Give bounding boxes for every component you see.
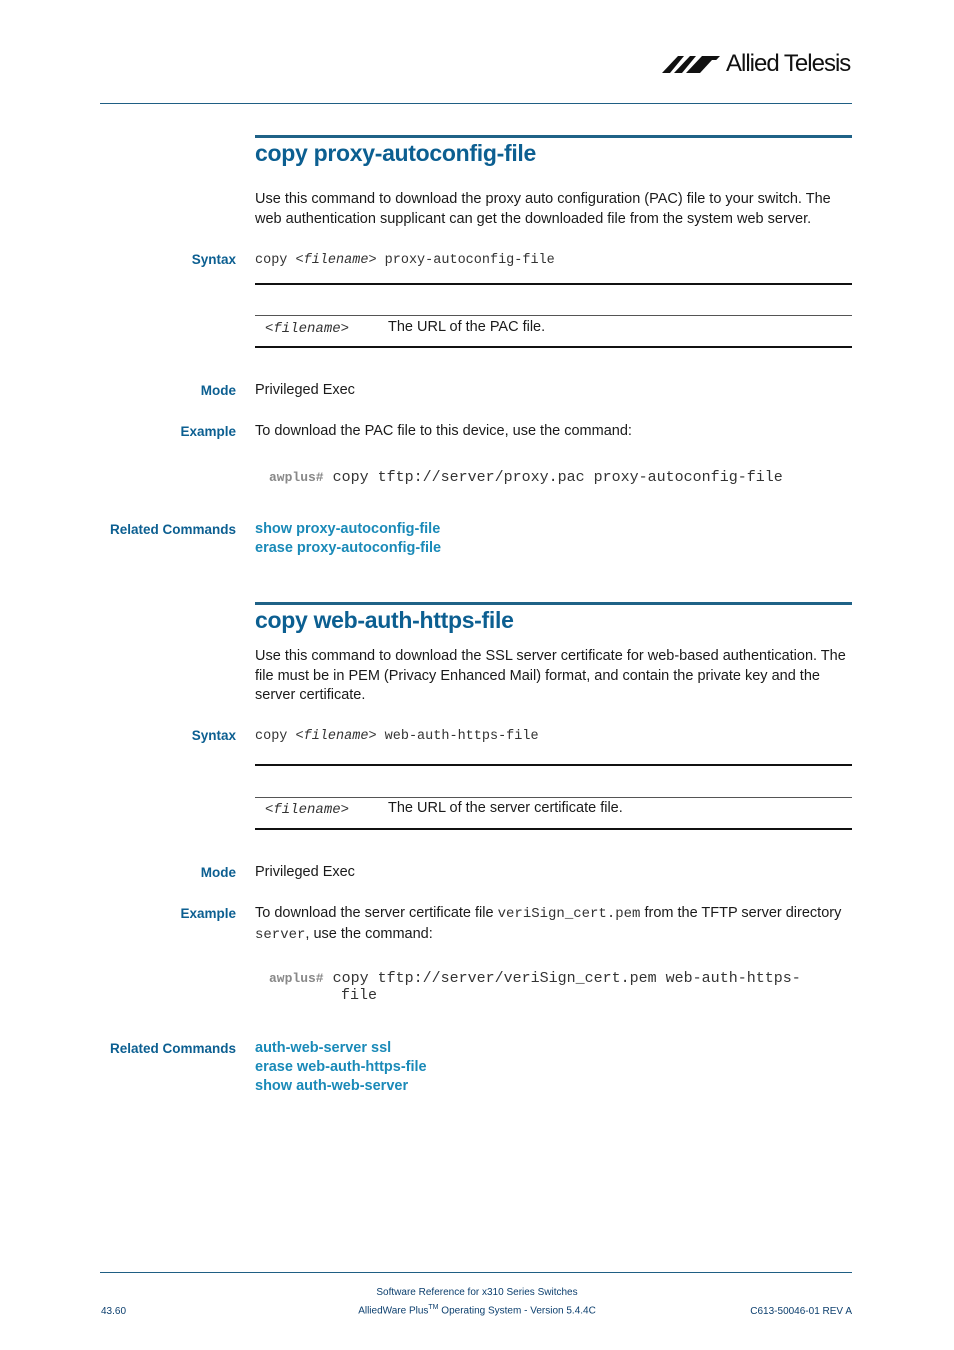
section-title: copy proxy-autoconfig-file [255, 140, 536, 166]
param-text: filename [273, 802, 341, 818]
example-mid: from the TFTP server directory [644, 905, 842, 921]
cli-command: copy tftp://server/proxy.pac proxy-autoconfig-file [332, 469, 783, 486]
example-command [269, 970, 801, 987]
syntax-label: Syntax [191, 252, 236, 267]
syntax-label: Syntax [191, 728, 236, 743]
section-title: copy web-auth-https-file [255, 607, 514, 633]
example-label: Example [180, 906, 236, 921]
param-open: < [265, 802, 274, 818]
example-text [255, 904, 855, 945]
parameter-name [265, 321, 349, 337]
param-close: > [340, 321, 350, 337]
syntax-command: copy [255, 253, 288, 268]
syntax-open: < [295, 729, 304, 744]
mode-value: Privileged Exec [255, 864, 355, 880]
related-link[interactable]: erase web-auth-https-file [255, 1059, 427, 1075]
table-rule [255, 283, 852, 285]
page-number: 43.60 [101, 1306, 127, 1317]
related-link[interactable]: show proxy-autoconfig-file [255, 521, 441, 537]
syntax-open: < [295, 253, 304, 268]
parameter-description: The URL of the PAC file. [388, 319, 546, 335]
header-rule [100, 103, 852, 104]
related-link[interactable]: show auth-web-server [255, 1078, 409, 1094]
table-rule [255, 346, 852, 348]
section-rule [255, 602, 852, 605]
footer-trademark: TM [428, 1304, 439, 1311]
mode-value: Privileged Exec [255, 382, 355, 398]
cli-command-line2: file [341, 987, 378, 1004]
example-post: , use the command: [305, 925, 433, 942]
table-rule [255, 315, 852, 316]
example-text: To download the PAC file to this device, use the command: [255, 423, 632, 439]
syntax-command: copy [255, 729, 288, 744]
table-rule [255, 828, 852, 830]
allied-telesis-logo [660, 50, 855, 80]
brand-name: Allied Telesis [726, 50, 851, 77]
footer-os: Operating System - Version 5.4.4C [438, 1305, 596, 1317]
syntax-rest: web-auth-https-file [384, 729, 539, 744]
cli-prompt: awplus# [269, 470, 324, 485]
cli-command-line1: copy tftp://server/veriSign_cert.pem web-auth-https- [332, 970, 801, 987]
footer-version [300, 1304, 654, 1316]
footer-product: AlliedWare Plus [358, 1305, 429, 1317]
related-link[interactable]: auth-web-server ssl [255, 1040, 392, 1056]
related-link[interactable]: erase proxy-autoconfig-file [255, 540, 442, 556]
footer-title: Software Reference for x310 Series Switches [376, 1287, 578, 1298]
section-description: Use this command to download the SSL server certificate for web-based authentication. The file must be in PEM (Privacy Enhanced Mail) format, and contain the private key and the server certificate. [255, 648, 846, 703]
cli-prompt: awplus# [269, 971, 324, 986]
syntax-line [255, 729, 539, 744]
syntax-param: filename [303, 729, 369, 744]
footer-rule [100, 1272, 852, 1273]
section-description: Use this command to download the proxy auto configuration (PAC) file to your switch. The web authentication supplicant can get the downloaded file from the system web server. [255, 191, 831, 227]
syntax-close: > [368, 729, 377, 744]
example-file: veriSign_cert.pem [497, 906, 641, 922]
document-id: C613-50046-01 REV A [750, 1306, 852, 1317]
syntax-close: > [368, 253, 377, 268]
related-commands-label: Related Commands [109, 1041, 236, 1056]
parameter-name [265, 802, 349, 818]
param-text: filename [273, 321, 341, 337]
mode-label: Mode [200, 383, 236, 398]
example-command [269, 469, 783, 486]
param-open: < [265, 321, 274, 337]
allied-telesis-logo-icon [660, 50, 726, 80]
table-rule [255, 797, 852, 798]
syntax-param: filename [303, 253, 369, 268]
mode-label: Mode [200, 865, 236, 880]
example-pre: To download the server certificate file [255, 905, 494, 921]
syntax-rest: proxy-autoconfig-file [384, 253, 555, 268]
syntax-line [255, 253, 555, 268]
param-close: > [340, 802, 350, 818]
parameter-description: The URL of the server certificate file. [388, 800, 623, 816]
related-commands-label: Related Commands [109, 522, 236, 537]
example-label: Example [180, 424, 236, 439]
section-rule [255, 135, 852, 138]
example-dir: server [255, 926, 306, 943]
table-rule [255, 764, 852, 766]
